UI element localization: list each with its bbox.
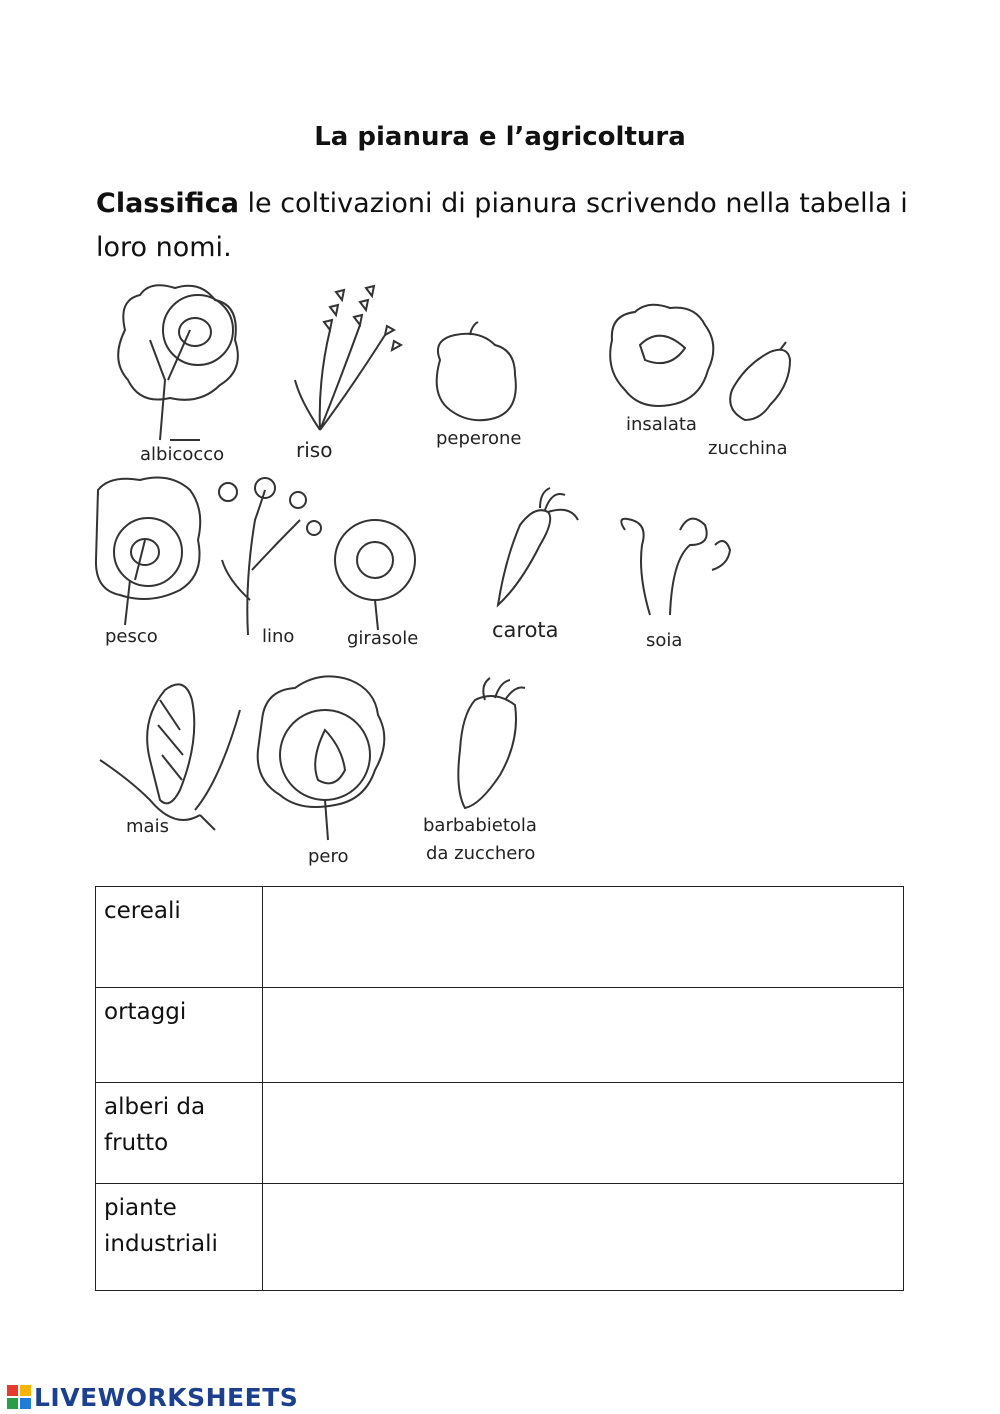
plant-label-riso: riso: [296, 438, 333, 462]
plant-label-mais: mais: [126, 816, 169, 837]
table-row: [96, 1184, 904, 1291]
answer-cell[interactable]: [263, 1184, 904, 1291]
sunflower-icon: [335, 520, 415, 630]
answer-cell[interactable]: [263, 887, 904, 988]
plant-label-insalata: insalata: [626, 414, 697, 435]
plant-label-barbabietola: barbabietola: [423, 815, 537, 836]
category-cell: piante industriali: [96, 1184, 263, 1291]
footer-brand[interactable]: LIVEWORKSHEETS: [34, 1382, 299, 1412]
soy-icon: [621, 519, 730, 615]
plant-label-carota: carota: [492, 618, 559, 642]
table-row: [96, 988, 904, 1083]
answer-cell[interactable]: [263, 988, 904, 1083]
table-row: [96, 887, 904, 988]
pepper-icon: [437, 322, 516, 420]
table-row: [96, 1083, 904, 1184]
instruction-bold: Classifica: [96, 188, 239, 219]
carrot-icon: [498, 488, 578, 605]
liveworksheets-logo-icon: [6, 1384, 32, 1410]
corn-icon: [100, 684, 240, 830]
category-cell: alberi da frutto: [96, 1083, 263, 1184]
instruction-rest: le coltivazioni di pianura scrivendo nella tabella i loro nomi.: [96, 188, 908, 263]
plant-label-pesco: pesco: [105, 626, 158, 647]
plant-label-lino: lino: [262, 626, 295, 647]
apricot-tree-icon: [118, 285, 238, 440]
flax-icon: [219, 478, 321, 635]
lettuce-icon: [610, 305, 713, 406]
plant-label-girasole: girasole: [347, 628, 419, 649]
plant-label-zucchina: zucchina: [708, 438, 788, 459]
answer-cell[interactable]: [263, 1083, 904, 1184]
rice-icon: [295, 286, 401, 430]
plant-label-albicocco: albicocco: [140, 444, 225, 465]
peach-tree-icon: [96, 478, 200, 625]
page-title: La pianura e l’agricoltura: [314, 122, 686, 152]
pear-tree-icon: [258, 676, 385, 840]
plant-label-soia: soia: [646, 630, 683, 651]
footer: [6, 1380, 298, 1414]
plant-label-pero: pero: [308, 846, 349, 867]
category-cell: cereali: [96, 887, 263, 988]
zucchini-icon: [730, 342, 790, 420]
plant-label-peperone: peperone: [436, 428, 522, 449]
classification-table: [95, 886, 904, 1291]
category-cell: ortaggi: [96, 988, 263, 1083]
sugar-beet-icon: [458, 678, 525, 808]
plant-label-da-zucchero: da zucchero: [426, 843, 536, 864]
